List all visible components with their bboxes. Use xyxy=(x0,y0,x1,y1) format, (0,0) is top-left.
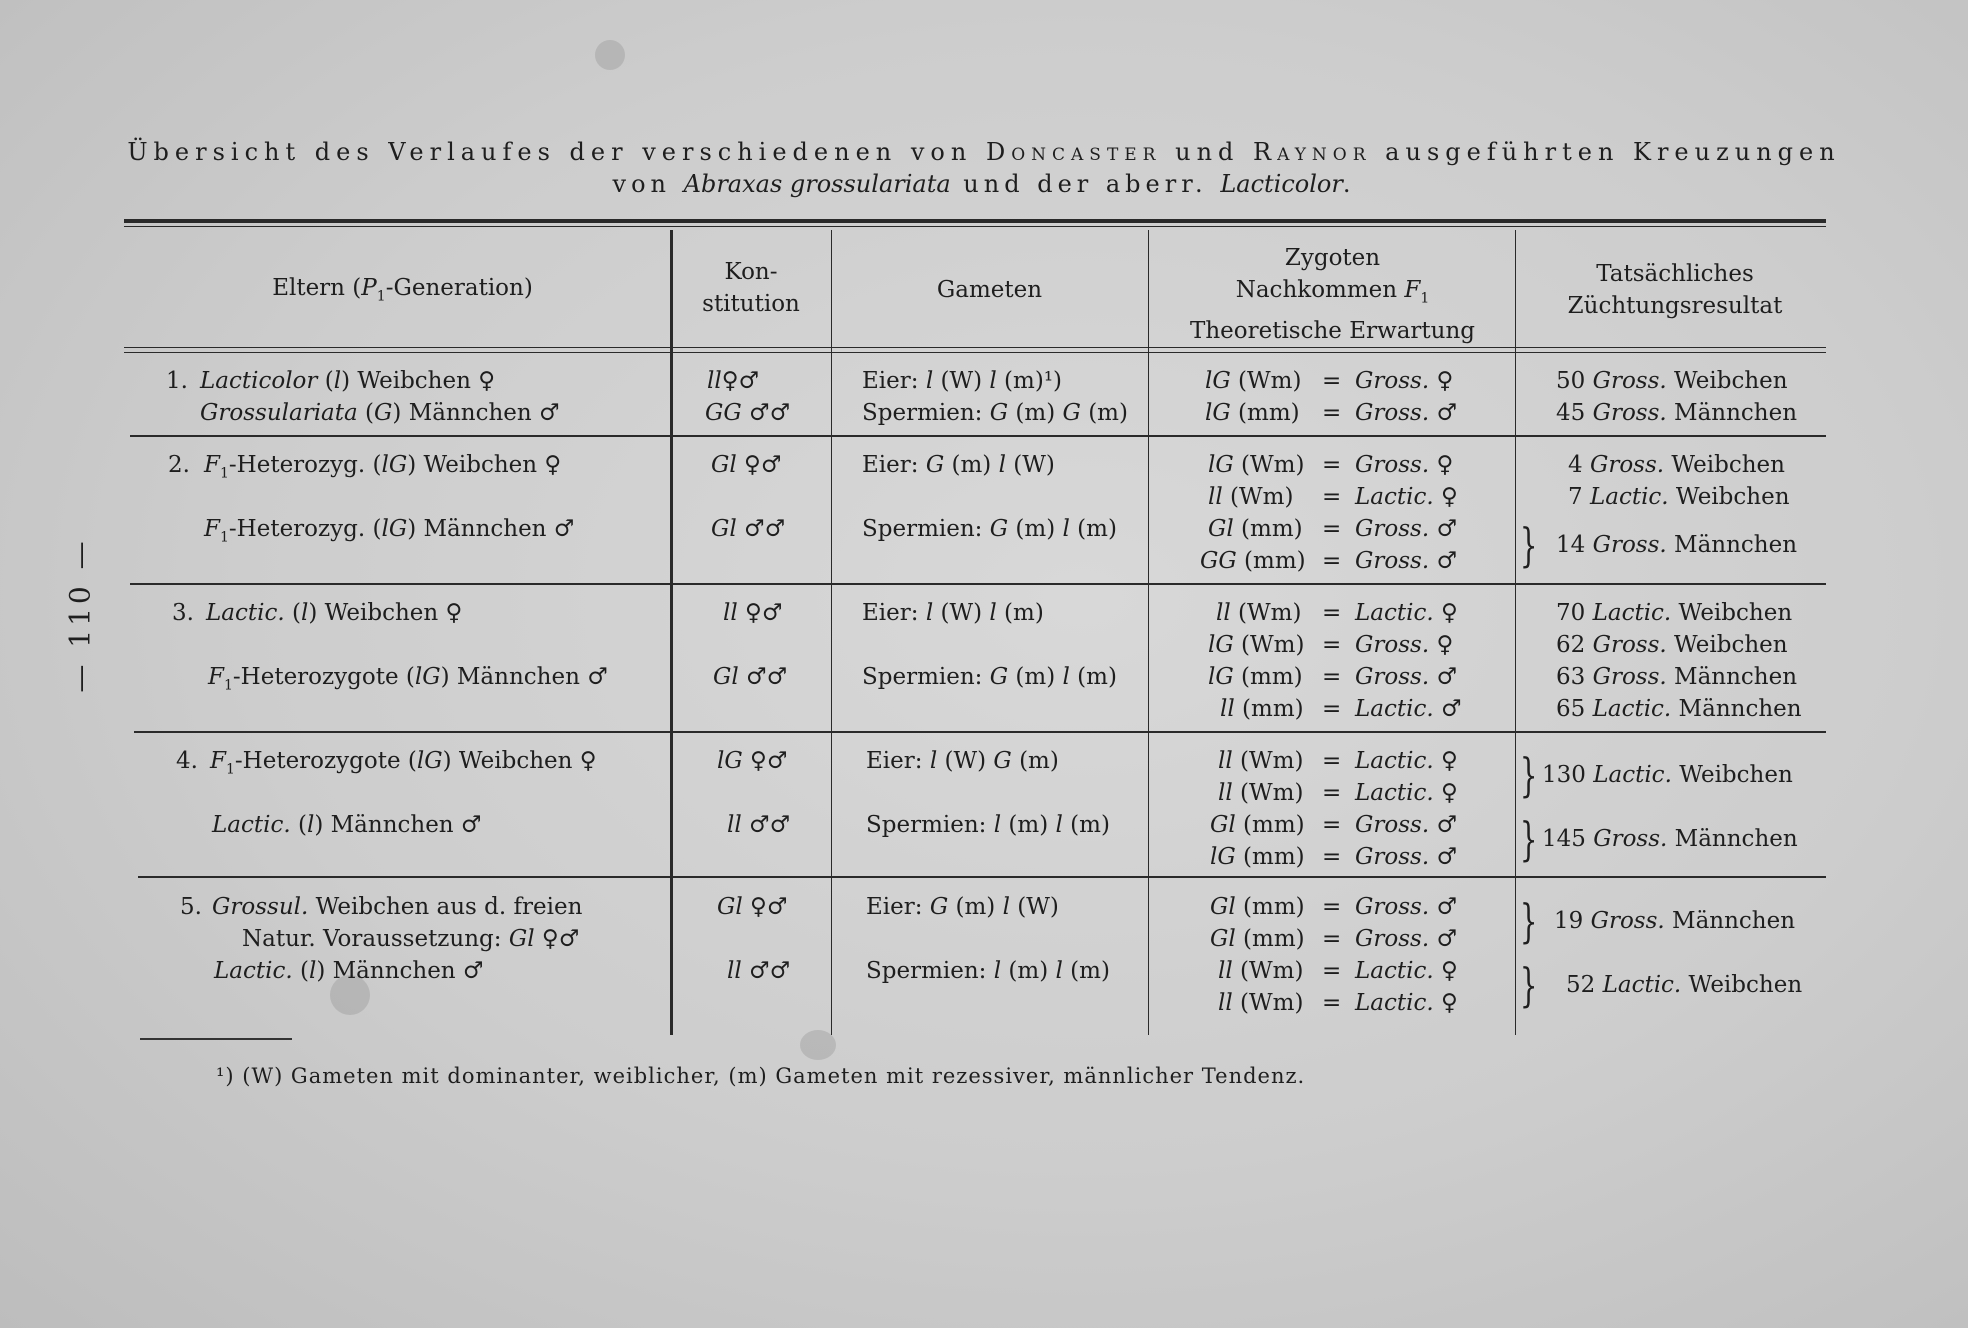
row-5-zygote-result: Gross. ♂ xyxy=(1355,926,1458,952)
row-3-zygote-result: Lactic. ♂ xyxy=(1355,696,1462,722)
row-1-gameten-eier: Eier: l (W) l (m)¹) xyxy=(862,368,1063,394)
row-4-konstitution: ll ♂♂ xyxy=(727,812,791,838)
equals-sign: = xyxy=(1322,600,1342,626)
column-rule xyxy=(1148,230,1149,1035)
row-5-zygote: Gl (mm) xyxy=(1210,894,1305,920)
brace: } xyxy=(1519,812,1538,866)
equals-sign: = xyxy=(1322,664,1342,690)
row-3-result: 62 Gross. Weibchen xyxy=(1556,632,1788,658)
row-2-parent-female: $F_1$-Heterozyg. (lG) Weibchen ♀ xyxy=(204,452,562,482)
header-bottom-rule xyxy=(124,352,1826,353)
row-2-zygote: Gl (mm) xyxy=(1208,516,1303,542)
row-5-zygote-result: Lactic. ♀ xyxy=(1355,990,1458,1016)
header-zygoten: Zygoten Nachkommen $F_1$ Theoretische Erwartung xyxy=(1189,245,1475,344)
row-1-konstitution: GG ♂♂ xyxy=(705,400,791,426)
equals-sign: = xyxy=(1322,452,1342,478)
equals-sign: = xyxy=(1322,926,1342,952)
row-3-gameten-spermien: Spermien: G (m) l (m) xyxy=(862,664,1117,690)
row-3-zygote-result: Gross. ♀ xyxy=(1355,632,1454,658)
row-4-zygote-result: Lactic. ♀ xyxy=(1355,748,1458,774)
row-2-gameten-eier: Eier: G (m) l (W) xyxy=(862,452,1055,478)
row-3-zygote: ll (Wm) xyxy=(1216,600,1302,626)
equals-sign: = xyxy=(1322,548,1342,574)
row-4-zygote: ll (Wm) xyxy=(1218,748,1304,774)
row-4-zygote: ll (Wm) xyxy=(1218,780,1304,806)
row-3-zygote: ll (mm) xyxy=(1220,696,1304,722)
header-gameten: Gameten xyxy=(936,277,1043,303)
row-2-zygote-result: Gross. ♂ xyxy=(1355,548,1458,574)
row-2-konstitution: Gl ♀♂ xyxy=(711,452,782,478)
header-resultat: Tatsächliches Züchtungsresultat xyxy=(1567,261,1783,319)
row-4-konstitution: lG ♀♂ xyxy=(717,748,788,774)
row-1-zygote-result: Gross. ♀ xyxy=(1355,368,1454,394)
column-rule xyxy=(670,230,673,1035)
row-3-zygote: lG (Wm) xyxy=(1208,632,1305,658)
row-3-zygote-result: Lactic. ♀ xyxy=(1355,600,1458,626)
row-4-gameten-eier: Eier: l (W) G (m) xyxy=(866,748,1059,774)
row-2-zygote-result: Lactic. ♀ xyxy=(1355,484,1458,510)
equals-sign: = xyxy=(1322,958,1342,984)
page-number: — 110 — xyxy=(63,537,97,693)
row-3-parent-female: Lactic. (l) Weibchen ♀ xyxy=(206,600,463,626)
equals-sign: = xyxy=(1322,632,1342,658)
header-konstitution: Kon- stitution xyxy=(702,259,800,317)
row-2-zygote: ll (Wm) xyxy=(1208,484,1294,510)
row-4-number: 4. xyxy=(176,748,198,774)
brace: } xyxy=(1519,748,1538,802)
row-4-zygote: lG (mm) xyxy=(1210,844,1305,870)
row-3-zygote: lG (mm) xyxy=(1208,664,1303,690)
column-rule xyxy=(1515,230,1516,1035)
row-1-number: 1. xyxy=(166,368,188,394)
row-1-parent-female: Lacticolor (l) Weibchen ♀ xyxy=(200,368,496,394)
row-2-zygote: lG (Wm) xyxy=(1208,452,1305,478)
row-4-gameten-spermien: Spermien: l (m) l (m) xyxy=(866,812,1110,838)
row-2-parent-male: $F_1$-Heterozyg. (lG) Männchen ♂ xyxy=(204,516,575,546)
row-2-result: 7 Lactic. Weibchen xyxy=(1568,484,1790,510)
row-separator xyxy=(130,435,1826,437)
row-3-konstitution: ll ♀♂ xyxy=(723,600,783,626)
equals-sign: = xyxy=(1322,400,1342,426)
equals-sign: = xyxy=(1322,516,1342,542)
row-5-zygote: ll (Wm) xyxy=(1218,990,1304,1016)
table-top-rule-thin xyxy=(124,226,1826,227)
row-5-zygote: Gl (mm) xyxy=(1210,926,1305,952)
row-3-konstitution: Gl ♂♂ xyxy=(713,664,788,690)
table-title-line-1: Übersicht des Verlaufes der verschiedenen von Doncaster und Raynor ausgeführten Kreuzungen xyxy=(127,138,1841,166)
row-4-parent-male: Lactic. (l) Männchen ♂ xyxy=(212,812,482,838)
row-4-zygote-result: Lactic. ♀ xyxy=(1355,780,1458,806)
row-separator xyxy=(130,583,1826,585)
row-4-parent-female: $F_1$-Heterozygote (lG) Weibchen ♀ xyxy=(210,748,597,778)
equals-sign: = xyxy=(1322,368,1342,394)
row-3-zygote-result: Gross. ♂ xyxy=(1355,664,1458,690)
row-1-zygote: lG (mm) xyxy=(1205,400,1300,426)
row-1-zygote: lG (Wm) xyxy=(1205,368,1302,394)
brace: } xyxy=(1519,518,1538,572)
footnote: ¹) (W) Gameten mit dominanter, weiblicher, (m) Gameten mit rezessiver, männlicher Tendenz. xyxy=(216,1064,1306,1088)
row-2-konstitution: Gl ♂♂ xyxy=(711,516,786,542)
table-top-rule xyxy=(124,219,1826,223)
row-1-result: 45 Gross. Männchen xyxy=(1556,400,1798,426)
row-5-konstitution: Gl ♀♂ xyxy=(717,894,788,920)
row-separator xyxy=(138,876,1826,878)
header-bottom-rule xyxy=(124,347,1826,348)
row-4-zygote-result: Gross. ♂ xyxy=(1355,844,1458,870)
row-2-number: 2. xyxy=(168,452,190,478)
row-5-result: 52 Lactic. Weibchen xyxy=(1566,972,1803,998)
equals-sign: = xyxy=(1322,696,1342,722)
row-5-konstitution: ll ♂♂ xyxy=(727,958,791,984)
row-4-zygote-result: Gross. ♂ xyxy=(1355,812,1458,838)
row-2-result: 14 Gross. Männchen xyxy=(1556,532,1798,558)
row-5-number: 5. xyxy=(180,894,202,920)
row-3-parent-male: $F_1$-Heterozygote (lG) Männchen ♂ xyxy=(208,664,608,694)
row-3-result: 65 Lactic. Männchen xyxy=(1556,696,1802,722)
row-separator xyxy=(134,731,1826,733)
header-eltern: Eltern $(P_1-Generation)$ xyxy=(272,275,533,305)
row-1-konstitution: ll♀♂ xyxy=(707,368,760,394)
row-5-zygote-result: Lactic. ♀ xyxy=(1355,958,1458,984)
row-2-zygote-result: Gross. ♀ xyxy=(1355,452,1454,478)
row-3-gameten-eier: Eier: l (W) l (m) xyxy=(862,600,1044,626)
row-5-result: 19 Gross. Männchen xyxy=(1554,908,1796,934)
row-1-zygote-result: Gross. ♂ xyxy=(1355,400,1458,426)
footnote-rule xyxy=(140,1038,292,1040)
row-3-number: 3. xyxy=(172,600,194,626)
row-2-zygote-result: Gross. ♂ xyxy=(1355,516,1458,542)
equals-sign: = xyxy=(1322,780,1342,806)
table-title-line-2: von Abraxas grossulariata und der aberr. Lacticolor. xyxy=(612,170,1356,198)
row-2-result: 4 Gross. Weibchen xyxy=(1568,452,1785,478)
equals-sign: = xyxy=(1322,844,1342,870)
page-smudge xyxy=(595,40,625,70)
row-3-result: 70 Lactic. Weibchen xyxy=(1556,600,1793,626)
equals-sign: = xyxy=(1322,812,1342,838)
equals-sign: = xyxy=(1322,894,1342,920)
column-rule xyxy=(831,230,832,1035)
row-5-parent-female: Grossul. Weibchen aus d. freien xyxy=(212,894,583,920)
row-1-parent-male: Grossulariata (G) Männchen ♂ xyxy=(200,400,560,426)
equals-sign: = xyxy=(1322,990,1342,1016)
brace: } xyxy=(1519,958,1538,1012)
row-5-parent-male: Lactic. (l) Männchen ♂ xyxy=(214,958,484,984)
row-1-result: 50 Gross. Weibchen xyxy=(1556,368,1788,394)
row-5-zygote-result: Gross. ♂ xyxy=(1355,894,1458,920)
row-4-result: 130 Lactic. Weibchen xyxy=(1542,762,1793,788)
row-5-zygote: ll (Wm) xyxy=(1218,958,1304,984)
row-5-parent-note: Natur. Voraussetzung: Gl ♀♂ xyxy=(242,926,580,952)
row-2-zygote: GG (mm) xyxy=(1200,548,1306,574)
row-3-result: 63 Gross. Männchen xyxy=(1556,664,1798,690)
row-2-gameten-spermien: Spermien: G (m) l (m) xyxy=(862,516,1117,542)
equals-sign: = xyxy=(1322,484,1342,510)
row-1-gameten-spermien: Spermien: G (m) G (m) xyxy=(862,400,1128,426)
equals-sign: = xyxy=(1322,748,1342,774)
row-4-zygote: Gl (mm) xyxy=(1210,812,1305,838)
row-4-result: 145 Gross. Männchen xyxy=(1542,826,1798,852)
row-5-gameten-spermien: Spermien: l (m) l (m) xyxy=(866,958,1110,984)
brace: } xyxy=(1519,894,1538,948)
row-5-gameten-eier: Eier: G (m) l (W) xyxy=(866,894,1059,920)
